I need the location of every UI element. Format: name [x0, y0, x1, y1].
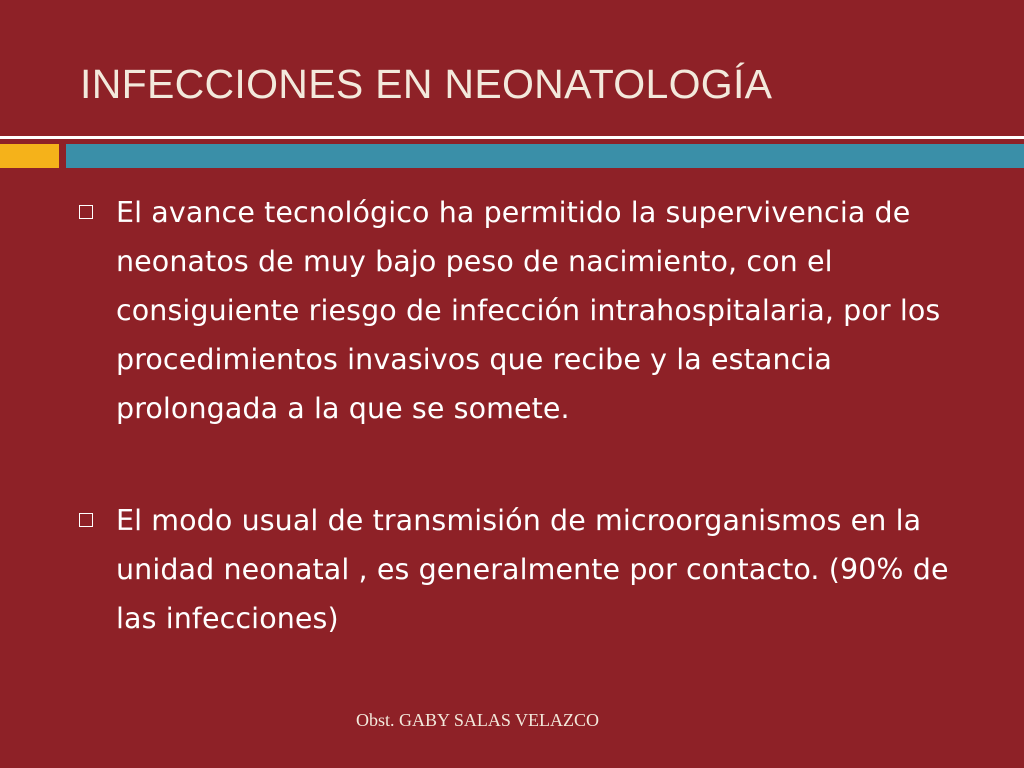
bullet-list	[0, 188, 1024, 643]
slide-footer: Obst. GABY SALAS VELAZCO	[356, 710, 600, 730]
title-divider-line	[0, 136, 1024, 139]
bullet-text: El avance tecnológico ha permitido la supervivencia de neonatos de muy bajo peso de nacimiento, con el consiguiente riesgo de infección intrahospitalaria, por los procedimientos invasivos que recibe y la estancia prolongada a la que se somete.	[116, 196, 941, 425]
bullet-item	[0, 188, 1024, 433]
hollow-square-icon	[79, 205, 93, 219]
accent-bar-teal	[66, 144, 1024, 168]
slide-title: INFECCIONES EN NEONATOLOGÍA	[80, 61, 773, 107]
bullet-item	[0, 496, 1024, 643]
bullet-text: El modo usual de transmisión de microorganismos en la unidad neonatal , es generalmente por contacto. (90% de las infecciones)	[116, 504, 949, 635]
hollow-square-icon	[79, 513, 93, 527]
accent-bar-yellow	[0, 144, 59, 168]
